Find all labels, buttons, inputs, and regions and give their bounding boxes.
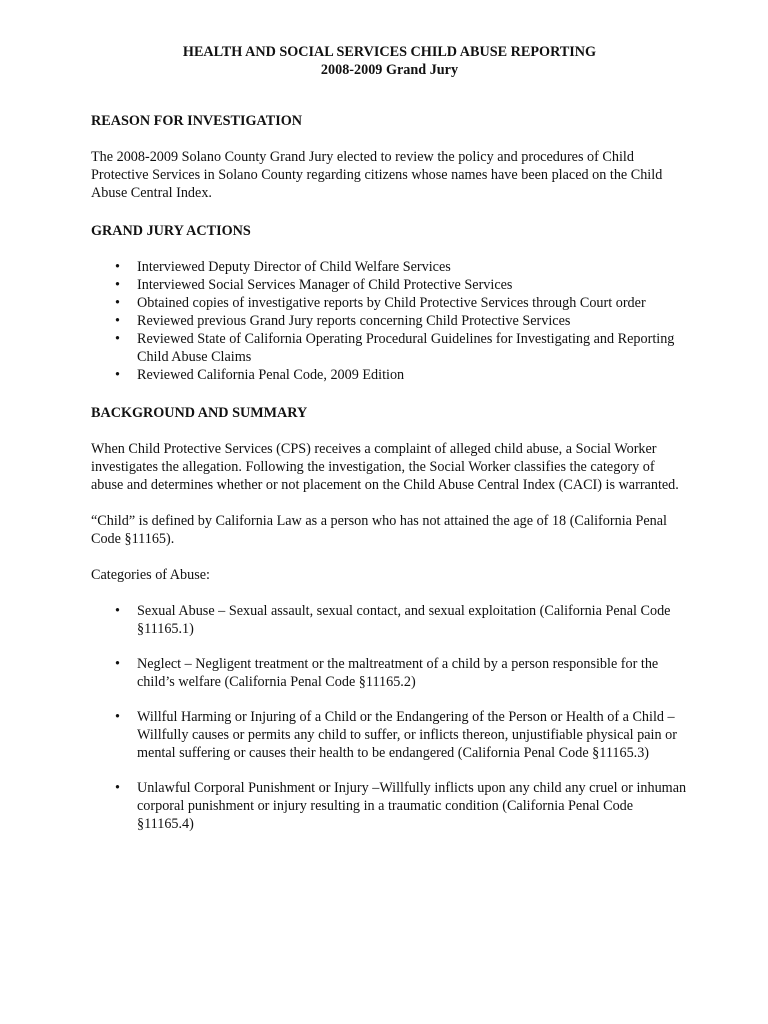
background-heading: BACKGROUND AND SUMMARY <box>91 405 308 421</box>
reason-paragraph: The 2008-2009 Solano County Grand Jury elected to review the policy and procedures of Child Protective Services in Solano County regarding citizens whose names have been placed on the Child Abuse Central Index. <box>91 149 663 201</box>
list-item: • Unlawful Corporal Punishment or Injury –Willfully inflicts upon any child any cruel or inhuman corporal punishment or injury resulting in a traumatic condition (California Penal Code §11165.4) <box>91 779 688 833</box>
list-item: • Interviewed Social Services Manager of Child Protective Services <box>91 276 688 294</box>
document-subtitle: 2008-2009 Grand Jury <box>320 62 459 78</box>
actions-heading: GRAND JURY ACTIONS <box>91 223 251 239</box>
categories-label: Categories of Abuse: <box>91 567 210 583</box>
list-item: • Reviewed State of California Operating Procedural Guidelines for Investigating and Reporting Child Abuse Claims <box>91 330 688 366</box>
background-paragraph-2: “Child” is defined by California Law as a person who has not attained the age of 18 (California Penal Code §11165). <box>91 513 667 547</box>
reason-heading: REASON FOR INVESTIGATION <box>91 113 303 129</box>
list-item: • Sexual Abuse – Sexual assault, sexual contact, and sexual exploitation (California Penal Code §11165.1) <box>91 602 688 638</box>
list-item: • Willful Harming or Injuring of a Child or the Endangering of the Person or Health of a Child –Willfully causes or permits any child to suffer, or inflicts thereon, unjustifiable physical pain or mental suffering or causes their health to be endangered (California Penal Code §11165.3) <box>91 708 688 762</box>
list-item: • Reviewed California Penal Code, 2009 Edition <box>91 366 688 384</box>
background-paragraph-1: When Child Protective Services (CPS) receives a complaint of alleged child abuse, a Social Worker investigates the allegation. Following the investigation, the Social Worker classifies the category of abuse and determines whether or not placement on the Child Abuse Central Index (CACI) is warranted. <box>91 441 679 493</box>
categories-list <box>91 602 688 833</box>
list-item: • Reviewed previous Grand Jury reports concerning Child Protective Services <box>91 312 688 330</box>
actions-list <box>91 258 688 384</box>
document-title: HEALTH AND SOCIAL SERVICES CHILD ABUSE REPORTING <box>182 44 597 60</box>
list-item: • Neglect – Negligent treatment or the maltreatment of a child by a person responsible for the child’s welfare (California Penal Code §11165.2) <box>91 655 688 691</box>
list-item: • Interviewed Deputy Director of Child Welfare Services <box>91 258 688 276</box>
list-item: • Obtained copies of investigative reports by Child Protective Services through Court order <box>91 294 688 312</box>
